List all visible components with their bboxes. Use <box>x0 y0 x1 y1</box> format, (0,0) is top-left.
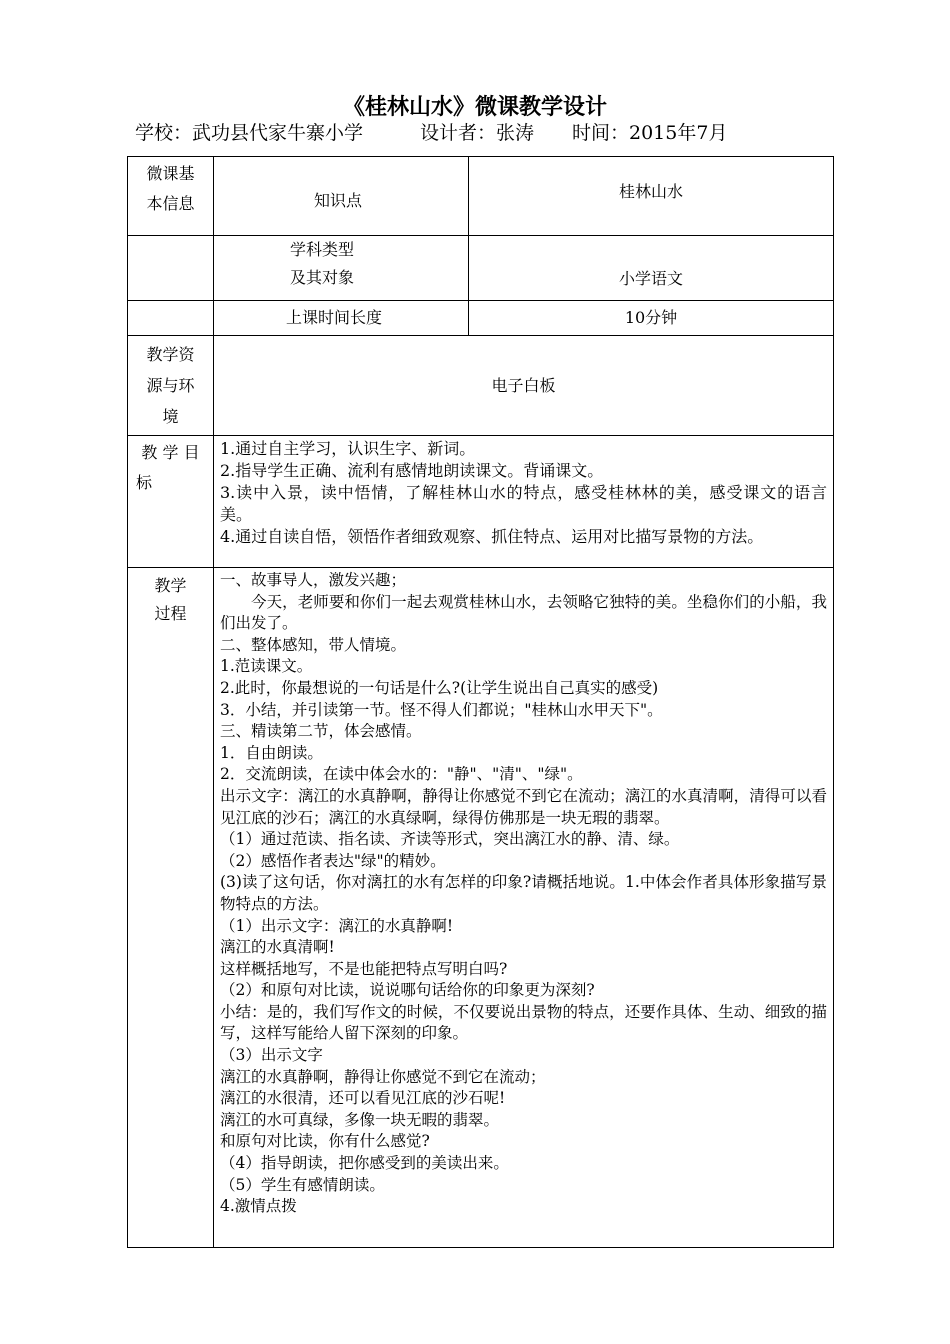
resources-value-cell <box>214 336 834 436</box>
process-line: 一、故事导人，激发兴趣； <box>220 571 407 589</box>
row-duration <box>128 301 834 336</box>
process-line: 漓江的水真清啊! <box>220 938 335 957</box>
row-process <box>128 568 834 1248</box>
process-line: 二、整体感知，带人情境。 <box>220 635 407 654</box>
process-line: 和原句对比读，你有什么感觉? <box>220 1132 430 1151</box>
resources-label-cell <box>128 336 214 436</box>
process-line: 4.激情点拨 <box>220 1197 297 1216</box>
subject-value-cell <box>469 236 834 301</box>
process-content-cell <box>214 568 834 1248</box>
goals-label-cell <box>128 436 214 568</box>
duration-value-cell <box>469 301 834 336</box>
process-line: 漓江的水可真绿，多像一块无暇的翡翠。 <box>220 1110 500 1129</box>
subject-value: 小学语文 <box>618 269 683 288</box>
process-label-line1: 教学 <box>154 576 187 595</box>
duration-label: 上课时间长度 <box>286 308 383 327</box>
duration-value: 10分钟 <box>624 308 678 327</box>
process-label-line2: 过程 <box>154 604 187 623</box>
info-label-cell <box>128 157 214 236</box>
row-knowledge <box>128 157 834 236</box>
subject-label-line1: 学科类型 <box>290 240 355 259</box>
goal-item: 1.通过自主学习，认识生字、新词。 <box>220 439 476 458</box>
resources-label-line1: 教学资 <box>146 345 195 364</box>
knowledge-value-cell <box>469 157 834 236</box>
row-goals <box>128 436 834 568</box>
info-label-line2: 本信息 <box>146 194 195 213</box>
process-line: 1．自由朗读。 <box>220 743 323 762</box>
process-line: （5）学生有感情朗读。 <box>220 1175 385 1194</box>
process-line: 2.此时，你最想说的一句话是什么?(让学生说出自己真实的感受) <box>220 678 659 697</box>
process-label-cell <box>128 568 214 1248</box>
empty-cell <box>128 301 214 336</box>
subject-label-line2: 及其对象 <box>290 268 355 287</box>
goals-label-line1: 教 学 目 <box>141 443 200 462</box>
process-line: 漓江的水真静啊，静得让你感觉不到它在流动； <box>220 1067 546 1086</box>
process-line: 出示文字：漓江的水真静啊，静得让你感觉不到它在流动；漓江的水真清啊，清得可以看见江底的沙石；漓江的水真绿啊，绿得仿佛那是一块无瑕的翡翠。 <box>220 786 827 827</box>
goals-content-cell <box>214 436 834 568</box>
document-title: 《桂林山水》微课教学设计 <box>342 94 607 120</box>
goal-item: 4.通过自读自悟，领悟作者细致观察、抓住特点、运用对比描写景物的方法。 <box>220 527 764 546</box>
process-line: 3．小结，并引读第一节。怪不得人们都说；"桂林山水甲天下"。 <box>220 700 663 719</box>
row-resources <box>128 336 834 436</box>
row-subject <box>128 236 834 301</box>
resources-label-line3: 境 <box>162 407 179 426</box>
process-line: 这样概括地写，不是也能把特点写明白吗? <box>220 959 508 978</box>
process-line: （2）感悟作者表达"绿"的精妙。 <box>220 851 446 870</box>
duration-label-cell <box>214 301 469 336</box>
info-label-line1: 微课基 <box>146 164 195 183</box>
resources-label-line2: 源与环 <box>146 376 195 395</box>
document-subtitle: 学校：武功县代家牛寨小学 设计者：张涛 时间：2015年7月 <box>135 122 728 144</box>
lesson-design-table <box>127 156 834 1248</box>
process-line: （4）指导朗读，把你感受到的美读出来。 <box>220 1154 509 1173</box>
process-line: （3）出示文字 <box>220 1046 323 1065</box>
goal-item: 2.指导学生正确、流利有感情地朗读课文。背诵课文。 <box>220 461 604 480</box>
empty-cell <box>128 236 214 301</box>
knowledge-label: 知识点 <box>314 191 363 210</box>
process-line: （1）出示文字：漓江的水真静啊! <box>220 916 454 935</box>
process-line: 漓江的水很清，还可以看见江底的沙石呢! <box>220 1089 506 1108</box>
process-line: 1.范读课文。 <box>220 657 313 676</box>
process-line: 2．交流朗读，在读中体会水的："静"、"清"、"绿"。 <box>220 765 583 784</box>
process-line: （1）通过范读、指名读、齐读等形式，突出漓江水的静、清、绿。 <box>220 830 680 849</box>
goal-item: 3.读中入景，读中悟情，了解桂林山水的特点，感受桂林林的美，感受课文的语言美。 <box>220 483 827 524</box>
goals-label-line2: 标 <box>136 473 153 492</box>
resources-value: 电子白板 <box>491 375 556 395</box>
process-line: 今天，老师要和你们一起去观赏桂林山水，去领略它独特的美。坐稳你们的小船，我们出发了。 <box>220 592 827 633</box>
process-line: 三、精读第二节，体会感情。 <box>220 722 422 741</box>
knowledge-value: 桂林山水 <box>618 182 683 201</box>
knowledge-label-cell <box>214 157 469 236</box>
process-line: 小结：是的，我们写作文的时候，不仅要说出景物的特点，还要作具体、生动、细致的描写，这样写能给人留下深刻的印象。 <box>220 1002 827 1043</box>
process-line: (3)读了这句话，你对漓扛的水有怎样的印象?请概括地说。1.中体会作者具体形象描写景物特点的方法。 <box>220 873 827 913</box>
subject-label-cell <box>214 236 469 301</box>
process-line: （2）和原句对比读，说说哪句话给你的印象更为深刻? <box>220 981 595 1000</box>
